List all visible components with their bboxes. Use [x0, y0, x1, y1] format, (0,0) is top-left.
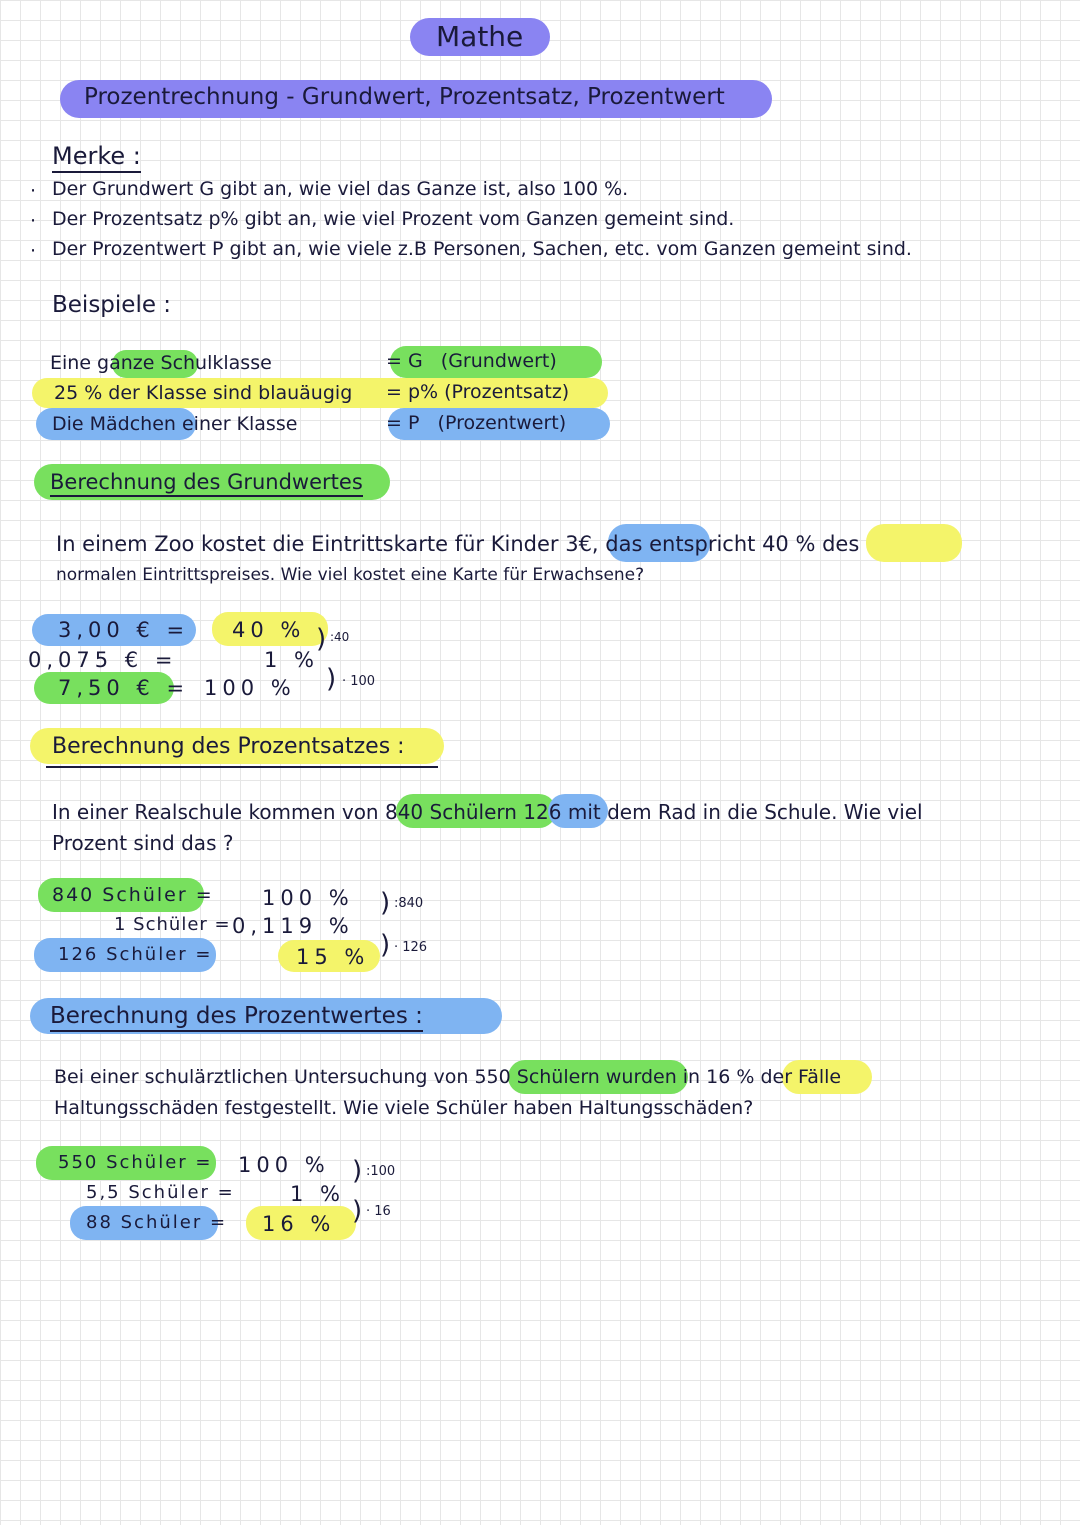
- prozentwert-heading: Berechnung des Prozentwertes :: [50, 1003, 423, 1032]
- grundwert-heading: Berechnung des Grundwertes: [50, 470, 363, 497]
- calc-operation: :100: [366, 1164, 396, 1179]
- grundwert-text: In einem Zoo kostet die Eintrittskarte für Kinder 3€, das entspricht 40 % des: [56, 532, 860, 556]
- calc-operation: :40: [330, 630, 350, 644]
- calc-left: 1 Schüler =: [114, 914, 231, 935]
- calc-left: 3,00 € =: [58, 618, 190, 642]
- calc-right: 100 %: [262, 886, 354, 910]
- calc-right: 40 %: [232, 618, 306, 642]
- merke-bullet-dot: ·: [30, 180, 37, 202]
- example-right: = P (Prozentwert): [386, 412, 567, 434]
- operation-bracket: ): [380, 930, 391, 960]
- prozentsatz-text: In einer Realschule kommen von 840 Schülern 126 mit dem Rad in die Schule. Wie viel: [52, 800, 923, 824]
- calc-right: 15 %: [296, 945, 370, 969]
- beispiele-heading: Beispiele :: [52, 292, 172, 318]
- calc-left: 550 Schüler =: [58, 1152, 213, 1173]
- prozentsatz-text: Prozent sind das ?: [52, 831, 234, 855]
- calc-right: 1 %: [290, 1182, 345, 1206]
- calc-operation: · 126: [394, 940, 428, 955]
- example-left: Die Mädchen einer Klasse: [52, 413, 298, 435]
- calc-right: 1 %: [264, 648, 319, 672]
- merke-heading: Merke :: [52, 142, 141, 173]
- calc-left: 0,075 € =: [28, 648, 178, 672]
- heading-underline: [46, 766, 438, 768]
- calc-operation: · 16: [366, 1204, 391, 1219]
- grundwert-text: normalen Eintrittspreises. Wie viel kostet eine Karte für Erwachsene?: [56, 565, 645, 585]
- operation-bracket: ): [352, 1156, 363, 1186]
- example-left: 25 % der Klasse sind blauäugig: [54, 382, 353, 404]
- calc-left: 88 Schüler =: [86, 1212, 228, 1233]
- merke-bullet: Der Grundwert G gibt an, wie viel das Ganze ist, also 100 %.: [52, 178, 629, 200]
- calc-operation: :840: [394, 896, 424, 911]
- calc-right: 16 %: [262, 1212, 336, 1236]
- calc-left: 126 Schüler =: [58, 944, 213, 965]
- merke-bullet: Der Prozentwert P gibt an, wie viele z.B Personen, Sachen, etc. vom Ganzen gemeint sind.: [52, 238, 912, 260]
- operation-bracket: ): [352, 1196, 363, 1226]
- merke-bullet: Der Prozentsatz p% gibt an, wie viel Prozent vom Ganzen gemeint sind.: [52, 208, 735, 230]
- calc-operation: · 100: [342, 674, 376, 689]
- merke-bullet-dot: ·: [30, 240, 37, 262]
- topic-heading: Prozentrechnung - Grundwert, Prozentsatz, Prozentwert: [84, 84, 725, 110]
- operation-bracket: ): [316, 624, 327, 654]
- prozentsatz-heading: Berechnung des Prozentsatzes :: [52, 734, 405, 759]
- calc-left: 7,50 € =: [58, 676, 190, 700]
- operation-bracket: ): [326, 664, 337, 694]
- calc-right: 100 %: [238, 1153, 330, 1177]
- calc-right: 0,119 %: [232, 914, 354, 938]
- text-highlight: [866, 524, 962, 562]
- calc-left: 840 Schüler =: [52, 884, 214, 906]
- prozentwert-text: Haltungsschäden festgestellt. Wie viele Schüler haben Haltungsschäden?: [54, 1097, 754, 1119]
- example-left: Eine ganze Schulklasse: [50, 352, 272, 374]
- prozentwert-text: Bei einer schulärztlichen Untersuchung von 550 Schülern wurden in 16 % der Fälle: [54, 1066, 842, 1088]
- calc-left: 5,5 Schüler =: [86, 1182, 235, 1203]
- example-right: = G (Grundwert): [386, 350, 557, 372]
- example-right: = p% (Prozentsatz): [386, 381, 570, 403]
- page-title: Mathe: [436, 20, 524, 53]
- calc-right: 100 %: [204, 676, 296, 700]
- merke-bullet-dot: ·: [30, 210, 37, 232]
- operation-bracket: ): [380, 888, 391, 918]
